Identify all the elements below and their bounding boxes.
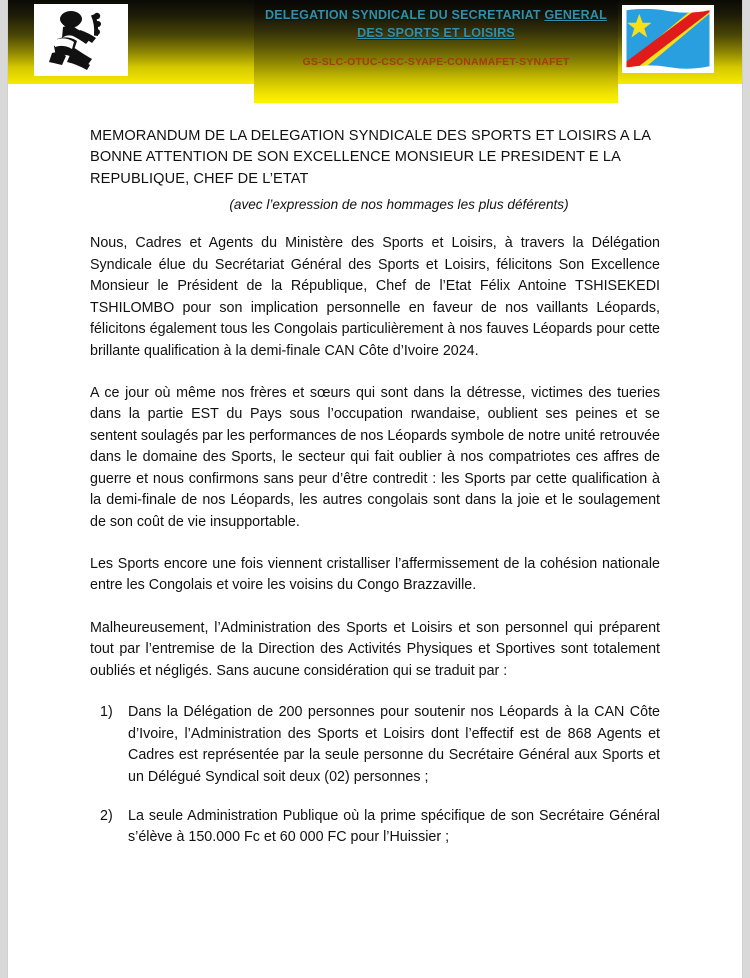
drc-flag-icon xyxy=(622,5,714,73)
memorandum-title: MEMORANDUM DE LA DELEGATION SYNDICALE DES SPORTS ET LOISIRS A LA BONNE ATTENTION DE SON EXCELLENCE MONSIEUR LE PRESIDENT E LA REPUBLIQUE, CHEF DE L’ETAT xyxy=(90,128,651,187)
banner-title-part1: DELEGATION SYNDICALE DU SECRETARIAT xyxy=(265,8,545,22)
drc-chainbreaker-emblem-icon xyxy=(34,4,128,76)
paragraph: A ce jour où même nos frères et sœurs qui sont dans la détresse, victimes des tueries dans la partie EST du Pays sous l’occupation rwandaise, oublient ses peines et se sentent soulagés par les performances de nos Léopards symbole de notre unité retrouvée dans le domaine des Sports, le secteur qui fait oublier à nos compatriotes ces affres de guerre et nous confirmons sans peur d’être contredit : les Sports par cette qualification à la demi-finale de nos Léopards, les autres congolais sont dans la joie et le soulagement de son coût de vie insupportable. xyxy=(90,384,660,530)
grievance-list xyxy=(90,702,660,849)
paragraph: Nous, Cadres et Agents du Ministère des Sports et Loisirs, à travers la Délégation Syndicale élue du Secrétariat Général des Sports et Loisirs, félicitons Son Excellence Monsieur le Président de la République, Chef de l’Etat Félix Antoine TSHISEKEDI TSHILOMBO pour son implication personnelle en faveur de nos vaillants Léopards, félicitons également tous les Congolais particulièrement à nos fauves Léopards pour cette brillante qualification à la demi-finale CAN Côte d’Ivoire 2024. xyxy=(90,235,660,359)
banner-title-part2: GENERAL DES SPORTS ET LOISIRS xyxy=(357,8,607,41)
organisation-banner xyxy=(254,0,618,103)
banner-subtitle: GS-SLC-OTUC-CSC-SYAPE-CONAMAFET-SYNAFET xyxy=(302,56,570,69)
banner-title xyxy=(264,6,608,42)
document-body xyxy=(90,126,660,867)
paragraph: Malheureusement, l’Administration des Sports et Loisirs et son personnel qui préparent tout par l’entremise de la Direction des Activités Physiques et Sportives sont totalement oubliés et négligés. Sans aucune considération qui se traduit par : xyxy=(90,619,660,679)
document-masthead xyxy=(8,0,742,84)
paragraph: Les Sports encore une fois viennent cristalliser l’affermissement de la cohésion nationale entre les Congolais et voire les voisins du Congo Brazzaville. xyxy=(90,556,660,594)
list-item: La seule Administration Publique où la prime spécifique de son Secrétaire Général s’élève à 150.000 Fc et 60 000 FC pour l’Huissier ; xyxy=(128,807,660,846)
memorandum-subtitle: (avec l’expression de nos hommages les plus déférents) xyxy=(229,197,569,213)
list-item: Dans la Délégation de 200 personnes pour soutenir nos Léopards à la CAN Côte d’Ivoire, l’Administration des Sports et Loisirs dont l’effectif est de 868 Agents et Cadres est représentée par la seule personne du Secrétaire Général aux Sports et un Délégué Syndical soit deux (02) personnes ; xyxy=(128,704,660,785)
